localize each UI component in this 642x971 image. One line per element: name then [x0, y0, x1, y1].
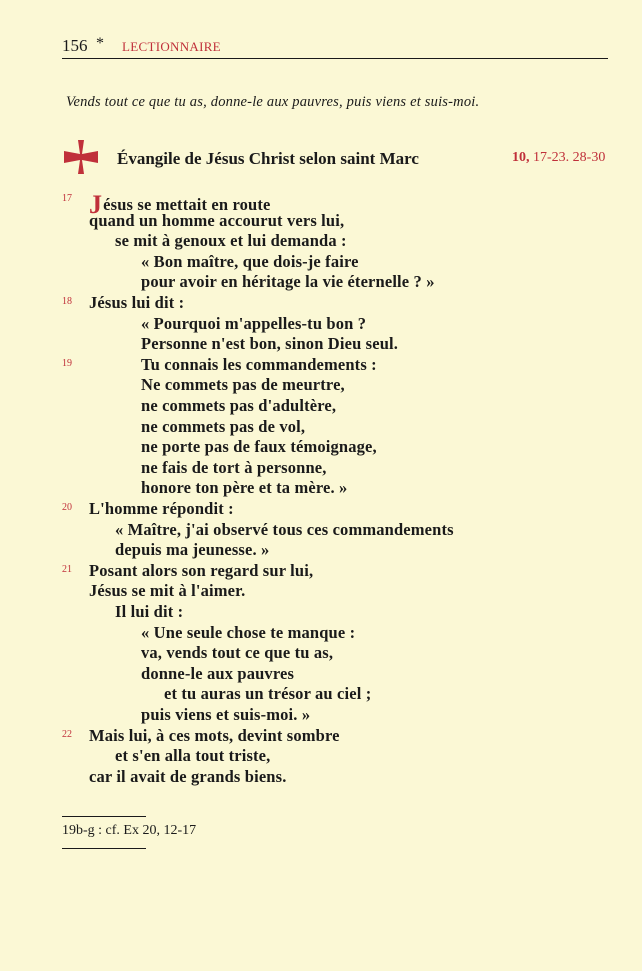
text-line	[115, 602, 183, 622]
line-text: car il avait de grands biens.	[89, 766, 287, 786]
text-line	[115, 520, 454, 540]
line-text: ne commets pas de vol,	[141, 416, 306, 436]
text-line	[141, 334, 398, 354]
text-line	[141, 623, 355, 643]
gospel-title: Évangile de Jésus Christ selon saint Marc	[117, 149, 419, 168]
line-text: Jésus se mit à l'aimer.	[89, 581, 246, 601]
text-line	[89, 499, 234, 519]
verse-number: 22	[62, 728, 72, 740]
text-line	[89, 561, 313, 581]
text-line	[115, 540, 269, 560]
text-line	[141, 478, 347, 498]
line-text: et s'en alla tout triste,	[115, 746, 271, 766]
line-text: ne commets pas d'adultère,	[141, 396, 337, 415]
line-text: depuis ma jeunesse. »	[115, 540, 270, 560]
star-mark: *	[96, 35, 104, 52]
line-text: se mit à genoux et lui demanda :	[115, 231, 347, 251]
text-line	[141, 396, 336, 416]
text-line	[115, 231, 347, 251]
drop-cap: J	[89, 190, 103, 219]
line-text: « Une seule chose te manque :	[141, 622, 356, 642]
text-line	[141, 272, 435, 292]
page-header	[62, 36, 608, 59]
text-line	[141, 458, 327, 478]
text-line	[141, 705, 310, 725]
line-text: L'homme répondit :	[89, 499, 234, 518]
text-line	[141, 643, 333, 663]
line-text: Il lui dit :	[115, 602, 184, 621]
reference-chapter: 10,	[512, 150, 530, 165]
text-line	[115, 746, 270, 766]
footnote-rule-bottom	[62, 848, 146, 849]
antiphon: Vends tout ce que tu as, donne-le aux pauvres, puis viens et suis-moi.	[66, 94, 480, 110]
verse-number: 19	[62, 357, 72, 369]
text-line	[89, 211, 344, 231]
text-line	[89, 767, 286, 787]
line-text: Personne n'est bon, sinon Dieu seul.	[141, 334, 399, 354]
line-text: ésus se mettait en route	[103, 195, 271, 214]
line-text: et tu auras un trésor au ciel ;	[164, 684, 372, 704]
line-text: Tu connais les commandements :	[141, 354, 377, 374]
running-title: LECTIONNAIRE	[122, 39, 221, 54]
line-text: « Pourquoi m'appelles-tu bon ?	[141, 313, 367, 333]
verse-number: 18	[62, 296, 72, 307]
verse-number: 17	[62, 193, 72, 204]
line-text: Mais lui, à ces mots, devint sombre	[89, 725, 340, 745]
line-text: Jésus lui dit :	[89, 293, 185, 312]
line-text: quand un homme accourut vers lui,	[89, 210, 345, 230]
line-text: ne porte pas de faux témoignage,	[141, 437, 377, 457]
line-text: Ne commets pas de meurtre,	[141, 375, 345, 395]
text-line	[89, 726, 340, 746]
text-line	[141, 417, 305, 437]
verse-number: 20	[62, 502, 72, 513]
text-line	[141, 314, 366, 334]
text-line	[141, 355, 377, 375]
reference-verses: 17-23. 28-30	[533, 150, 606, 165]
verse-number: 21	[62, 563, 72, 575]
line-text: donne-le aux pauvres	[141, 663, 295, 683]
text-line	[141, 375, 345, 395]
footnote-rule-top	[62, 816, 146, 817]
line-text: pour avoir en héritage la vie éternelle ? »	[141, 272, 435, 292]
text-line	[164, 684, 371, 704]
page-number: 156	[62, 36, 88, 55]
scripture-reference	[512, 150, 605, 166]
line-text: « Bon maître, que dois-je faire	[141, 251, 359, 271]
text-line	[89, 581, 245, 601]
cross-icon	[64, 140, 98, 174]
text-line	[89, 293, 184, 313]
text-line	[141, 664, 294, 684]
text-line	[141, 252, 359, 272]
line-text: « Maître, j'ai observé tous ces commandements	[115, 519, 454, 539]
line-text: ne fais de tort à personne,	[141, 457, 327, 477]
line-text: va, vends tout ce que tu as,	[141, 643, 334, 663]
line-text: honore ton père et ta mère. »	[141, 478, 348, 498]
footnote: 19b-g : cf. Ex 20, 12-17	[62, 823, 197, 838]
text-line	[141, 437, 377, 457]
line-text: puis viens et suis-moi. »	[141, 705, 311, 724]
line-text: Posant alors son regard sur lui,	[89, 560, 314, 580]
